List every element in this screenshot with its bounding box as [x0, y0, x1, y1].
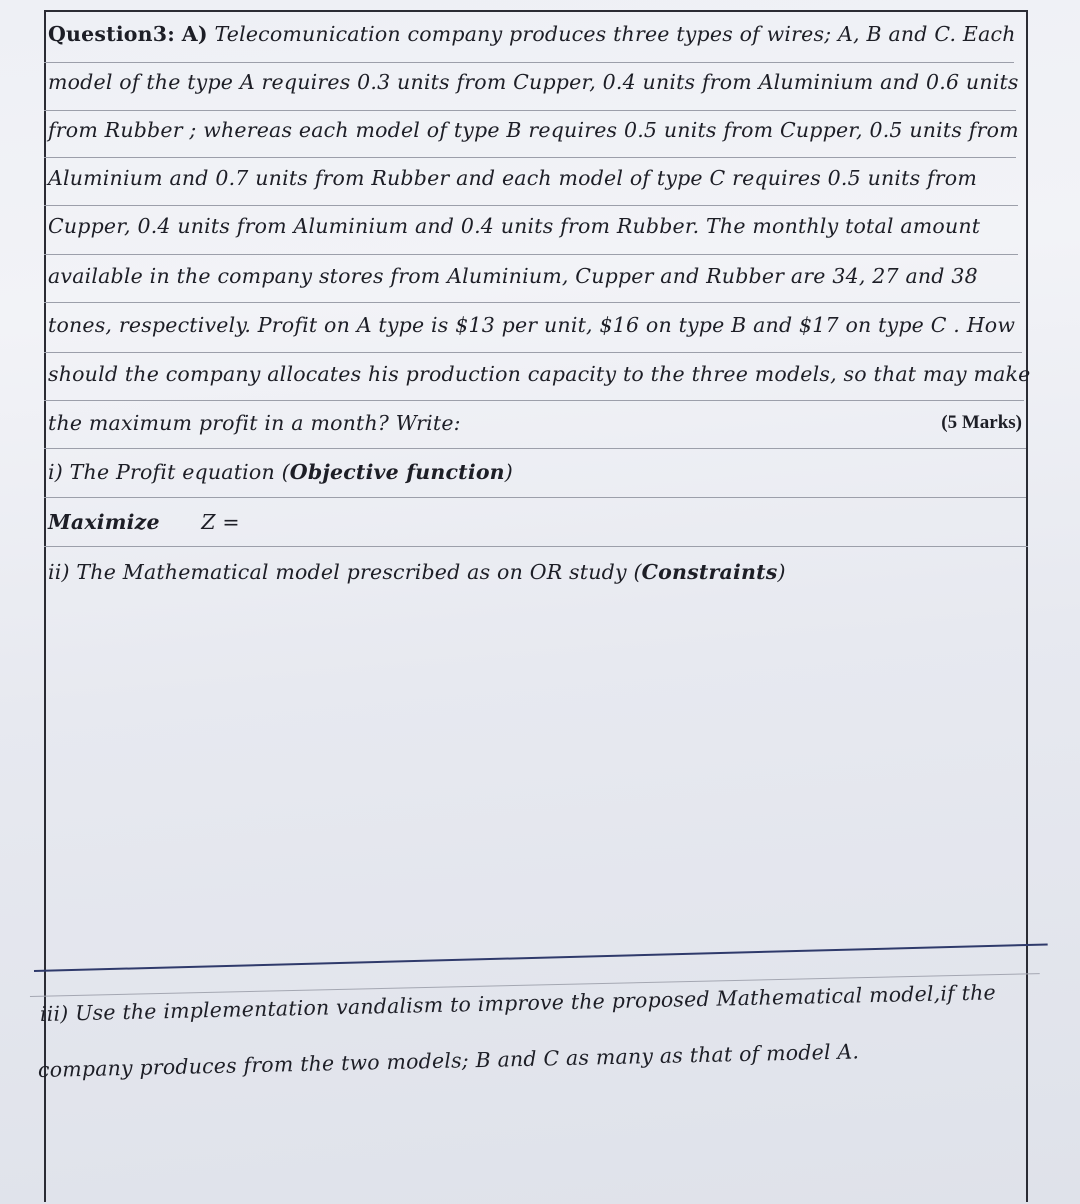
rule-line — [44, 157, 1016, 158]
question-line-5: Cupper, 0.4 units from Aluminium and 0.4 units from Rubber. The monthly total amount — [48, 214, 981, 238]
maximize-row — [48, 510, 1022, 534]
question-line-2: model of the type A requires 0.3 units from Cupper, 0.4 units from Aluminium and 0.6 units — [48, 70, 1019, 94]
objective-expression: Z = — [201, 510, 240, 534]
question-line-3: from Rubber ; whereas each model of type B requires 0.5 units from Cupper, 0.5 units from — [48, 118, 1019, 142]
rule-line — [44, 62, 1014, 63]
rule-line — [44, 110, 1016, 111]
rule-line — [44, 352, 1022, 353]
question-number: Question3: — [48, 22, 176, 46]
question-line-6: available in the company stores from Aluminium, Cupper and Rubber are 34, 27 and 38 — [48, 264, 978, 288]
question-line-4: Aluminium and 0.7 units from Rubber and each model of type C requires 0.5 units from — [48, 166, 977, 190]
marks-label: (5 Marks) — [941, 412, 1022, 433]
rule-line — [44, 254, 1018, 255]
rule-line — [44, 302, 1020, 303]
part-iii-line-2: company produces from the two models; B and C as many as that of model A. — [37, 1039, 860, 1082]
rule-line — [44, 400, 1024, 401]
question-line-9: the maximum profit in a month? Write: — [48, 411, 461, 435]
part-iii-line-1: iii) Use the implementation vandalism to improve the proposed Mathematical model,if the — [39, 980, 997, 1026]
part-i-heading: i) The Profit equation (Objective function) — [48, 460, 513, 484]
rule-line — [44, 205, 1018, 206]
part-ii-heading: ii) The Mathematical model prescribed as on OR study (Constraints) — [48, 560, 786, 584]
rule-line — [44, 497, 1026, 498]
objective-function-label: Objective function — [289, 460, 505, 484]
constraints-label: Constraints — [641, 560, 778, 584]
maximize-label: Maximize — [48, 510, 160, 534]
question-line-7: tones, respectively. Profit on A type is $13 per unit, $16 on type B and $17 on type C . How — [48, 313, 1016, 337]
rule-line — [44, 546, 1028, 547]
question-line-8: should the company allocates his production capacity to the three models, so that may make — [48, 362, 1031, 386]
question-line-1 — [48, 22, 1022, 46]
question-part-label: A) — [181, 22, 208, 46]
question-text: Telecomunication company produces three types of wires; A, B and C. Each — [214, 22, 1016, 46]
rule-line — [44, 448, 1026, 449]
